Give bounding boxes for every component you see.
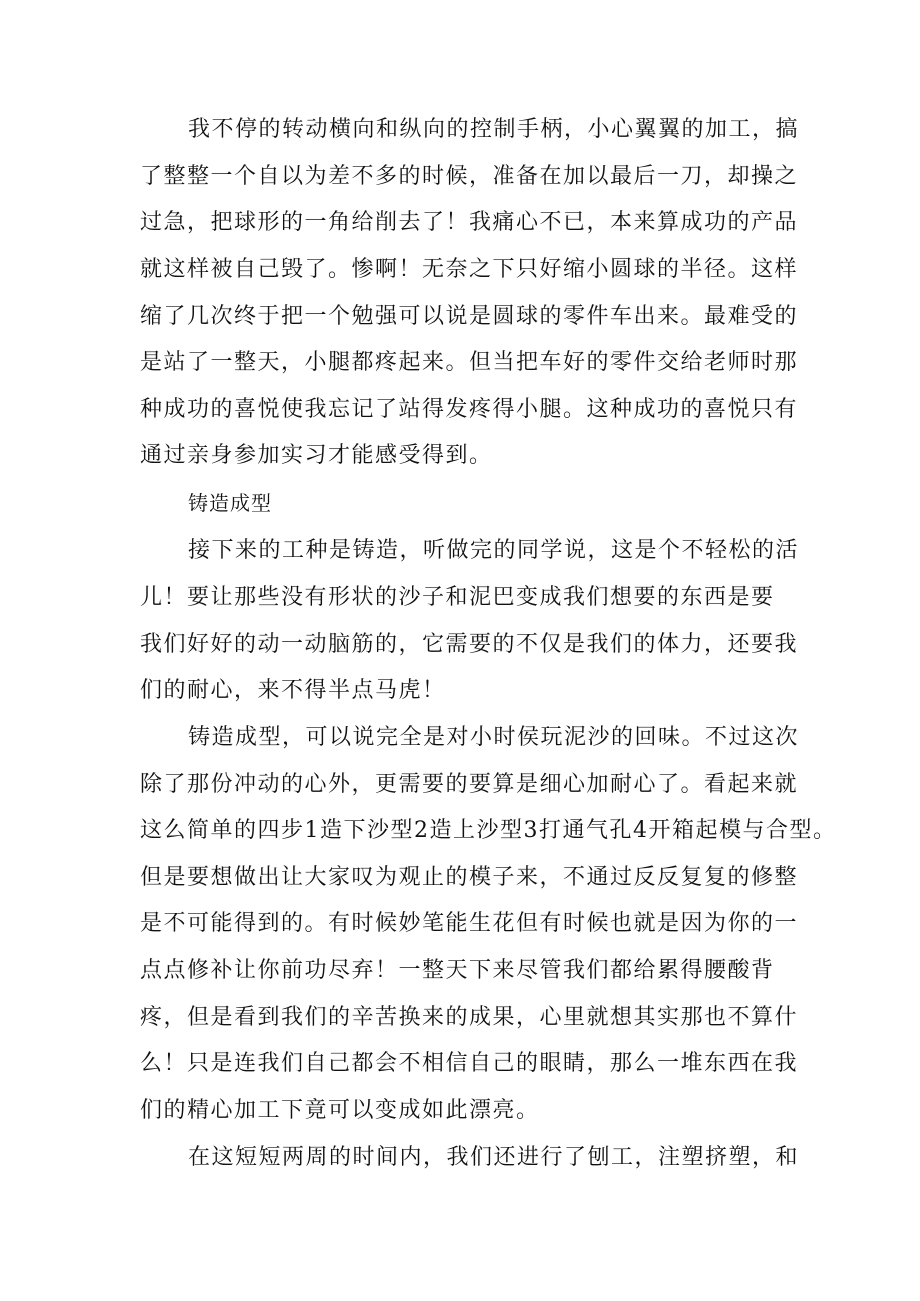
paragraph-line: 我们好好的动一动脑筋的，它需要的不仅是我们的体力，还要我 [140,632,799,657]
paragraph-line: 就这样被自己毁了。惨啊！无奈之下只好缩小圆球的半径。这样 [140,257,799,282]
paragraph-line: 种成功的喜悦使我忘记了站得发疼得小腿。这种成功的喜悦只有 [140,397,799,422]
paragraph-line: 点点修补让你前功尽弃！一整天下来尽管我们都给累得腰酸背 [140,958,775,983]
paragraph-line: 儿！要让那些没有形状的沙子和泥巴变成我们想要的东西是要 [140,585,775,610]
paragraph-line: 缩了几次终于把一个勉强可以说是圆球的零件车出来。最难受的 [140,304,799,329]
paragraph-line: 除了那份冲动的心外，更需要的要算是细心加耐心了。看起来就 [140,772,799,797]
paragraph-line: 接下来的工种是铸造，听做完的同学说，这是个不轻松的活 [188,538,800,563]
paragraph-line: 这么简单的四步1造下沙型2造上沙型3打通气孔4开箱起模与合型。 [140,818,837,843]
paragraph-line: 过急，把球形的一角给削去了！我痛心不已，本来算成功的产品 [140,210,799,235]
paragraph-line: 在这短短两周的时间内，我们还进行了刨工，注塑挤塑，和 [188,1145,800,1170]
paragraph-line: 我不停的转动横向和纵向的控制手柄，小心翼翼的加工，搞 [188,117,800,142]
paragraph-line: 疼，但是看到我们的辛苦换来的成果，心里就想其实那也不算什 [140,1005,799,1030]
paragraph-line: 们的耐心，来不得半点马虎！ [140,678,446,703]
paragraph-line: 们的精心加工下竟可以变成如此漂亮。 [140,1098,540,1123]
paragraph-line: 么！只是连我们自己都会不相信自己的眼睛，那么一堆东西在我 [140,1051,799,1076]
paragraph-line: 通过亲身参加实习才能感受得到。 [140,443,493,468]
paragraph-line: 但是要想做出让大家叹为观止的模子来，不通过反反复复的修整 [140,865,799,890]
paragraph-line: 是站了一整天，小腿都疼起来。但当把车好的零件交给老师时那 [140,350,799,375]
paragraph-line: 是不可能得到的。有时候妙笔能生花但有时候也就是因为你的一 [140,911,799,936]
paragraph-line: 铸造成型，可以说完全是对小时侯玩泥沙的回味。不过这次 [188,725,800,750]
section-heading: 铸造成型 [188,491,272,515]
paragraph-line: 了整整一个自以为差不多的时候，准备在加以最后一刀，却操之 [140,164,799,189]
